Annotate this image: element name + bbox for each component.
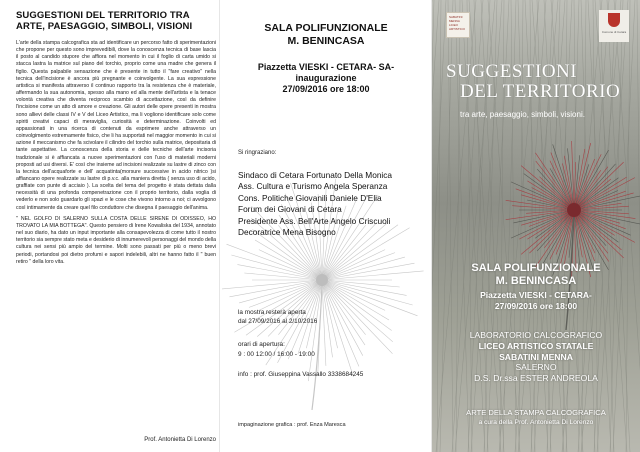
crest-shield-icon bbox=[608, 13, 620, 27]
cover-venue bbox=[432, 262, 640, 287]
cover-place bbox=[432, 290, 640, 311]
left-signature: Prof. Antonietta Di Lorenzo bbox=[144, 437, 216, 443]
left-paragraph-2: " NEL GOLFO DI SALERNO SULLA COSTA DELLE SIRENE DI ODISSEO, HO TROVATO LA MIA BOTTEGA". Questo pensiero di Irene Kowaliska del 1934, annotato nel suo diario, ha dato un input importante alla consapevolezza di come tutto il nostro territorio sia sempre stato meta e desiderio di innumerevoli personaggi del mondo della cultura nei sensi più ampio del termine. Molti sono passati per più o meno brevi periodi, portandosi poi dietro profumi e sapori indelebili, altri ne hanno fatto il " buen retiro " della loro vita. bbox=[16, 215, 216, 265]
middle-place bbox=[222, 62, 430, 95]
left-heading bbox=[16, 10, 216, 32]
cover-art-credit bbox=[432, 408, 640, 428]
school-logo-text: LICEO bbox=[449, 23, 459, 27]
school-logo bbox=[446, 12, 470, 38]
school-director: D.S. Dr.ssa ESTER ANDREOLA bbox=[474, 373, 598, 384]
thanks-item: Ass. Cultura e Turismo Angela Speranza bbox=[238, 181, 388, 192]
info-contact: info : prof. Giuseppina Vassallo 3338684245 bbox=[238, 371, 364, 378]
left-heading-line2: ARTE, PAESAGGIO, SIMBOLI, VISIONI bbox=[16, 21, 193, 32]
cover-title bbox=[446, 62, 620, 102]
left-panel bbox=[16, 10, 216, 445]
middle-inauguration-label: inaugurazione bbox=[295, 73, 357, 83]
middle-venue-line1: SALA POLIFUNZIONALE bbox=[264, 22, 388, 34]
left-paragraph-1: L'arte della stampa calcografica sta ad identificare un percorso fatto di sperimentazioni che propone per questo sono imprevedibili, dove la conoscenza tecnica di base lascia il posto al candido stupore che affiora nel momento in cui il foglio di carta umido si stacca lastra la matrice sul piano del torchio, proprio come una madre che genera il figlio. Questa palpabile sensazione che è presente in tutto il "fare creativo" nella tecnica dell'incisione è ancora più pregnante e coinvolgente. La sua espressione artistica si manifesta attraverso il continuo rapporto tra la resistenza che è materiale, affermando la sua autonomia, spesso alla mano ed alla mente dell'artista e la tenace volontà creativa che diventa reciproco scambio di accettazione, così da definire l'incisione come un atto di amore e creazione. Gli autori delle opere presenti in mostra sono allievi delle classi IV e V del Liceo Artistico, ma li vogliono identificare solo come spiriti creativi capaci di meraviglia, curiosità e determinazione. Coinvolti ed appassionati in una ricerca di contenuti da esprimere anche attraverso un coinvolgimento estremamente fisico, che li ha supportati nel maggior momento in cui si azione il meccanismo che fa scivolare il cilindro del torchio sulla matrice, depositaria di tante aspettative. La conoscenza della storia e delle tecniche dell'arte incisoria tradizionale si è affiancata a nuove sperimentazioni con l'uso di materiali moderni proposti ad usi diversi. E' così che insieme ad incisioni realizzate su lastre di zinco con la tecnica dell'acquaforte e dell' acquatinta(morsure successive in acido nitrico )si affiancano opere realizzate su lastre di p.v.c. alla maniera diretta ( senza uso di acido, graffiate con punte di acciaio ). La scelta del tema del progetto è stata dettata dalla necessità di una profonda compenetrazione con il proprio territorio, dalla voglia di vederlo e non solo guardarlo gli spazi e le cose che vivono intorno a noi; ci avvolgono così intimamente da creare quel filo conduttore che disegna il paesaggio dell'anima. bbox=[16, 40, 216, 211]
cover-school-info bbox=[432, 330, 640, 384]
cover-venue-line2: M. BENINCASA bbox=[495, 274, 577, 287]
cover-title-line1: SUGGESTIONI bbox=[446, 61, 578, 82]
cover-title-line2: DEL TERRITORIO bbox=[460, 81, 621, 102]
cover-place-line1: Piazzetta VIESKI - CETARA- bbox=[480, 290, 592, 300]
art-title: ARTE DELLA STAMPA CALCOGRAFICA bbox=[466, 408, 606, 417]
thanks-item: Presidente Ass. Bell'Arte Angelo Criscuoli bbox=[238, 215, 391, 226]
school-city: SALERNO bbox=[515, 362, 557, 373]
open-period-dates: dal 27/09/2016 al 2/10/2016 bbox=[238, 318, 318, 325]
middle-inauguration-date: 27/09/2016 ore 18:00 bbox=[282, 84, 370, 94]
thanks-item: Sindaco di Cetara Fortunato Della Monica bbox=[238, 170, 393, 180]
fold-line-1 bbox=[219, 0, 220, 452]
school-logo-text: MENNA bbox=[449, 19, 460, 23]
school-logo-text: ARTISTICO bbox=[449, 27, 465, 31]
cover-panel bbox=[432, 0, 640, 452]
cover-subtitle: tra arte, paesaggio, simboli, visioni. bbox=[460, 110, 585, 119]
comune-crest-logo bbox=[599, 10, 629, 42]
middle-venue-line2: M. BENINCASA bbox=[287, 35, 365, 47]
hours-value: 9 : 00 12:00 / 16:00 - 19:00 bbox=[238, 351, 315, 358]
cover-venue-line1: SALA POLIFUNZIONALE bbox=[471, 262, 601, 274]
school-lab: LABORATORIO CALCOGRAFICO bbox=[469, 330, 603, 340]
thanks-item: Forum dei Giovani di Cetara bbox=[238, 204, 342, 215]
middle-venue bbox=[222, 22, 430, 48]
middle-place-line1: Piazzetta VIESKI - CETARA- SA- bbox=[257, 62, 395, 72]
middle-panel bbox=[222, 0, 430, 452]
comune-caption: Comune di Cetara bbox=[601, 30, 627, 34]
school-logo-text: SABATINI bbox=[449, 15, 463, 19]
hours-label: orari di apertura: bbox=[238, 341, 285, 348]
left-heading-line1: SUGGESTIONI DEL TERRITORIO TRA bbox=[16, 10, 190, 21]
graphics-credit: impaginazione grafica : prof. Enza Maresca bbox=[238, 422, 346, 428]
thanks-item: Cons. Politiche Giovanili Daniele D'Elia bbox=[238, 192, 382, 203]
school-name: LICEO ARTISTICO STATALE bbox=[478, 340, 594, 351]
school-name-2: SABATINI MENNA bbox=[499, 351, 573, 362]
art-curator: a cura della Prof. Antonietta Di Lorenzo bbox=[478, 419, 594, 426]
thanks-item: Decoratrice Mena Bisogno bbox=[238, 227, 336, 238]
cover-place-date: 27/09/2016 ore 18:00 bbox=[494, 300, 578, 311]
thanks-list bbox=[238, 170, 428, 238]
thanks-label: Si ringraziano: bbox=[238, 150, 277, 156]
open-period-label: la mostra resterà aperta bbox=[238, 309, 306, 316]
left-body-text bbox=[16, 40, 216, 266]
